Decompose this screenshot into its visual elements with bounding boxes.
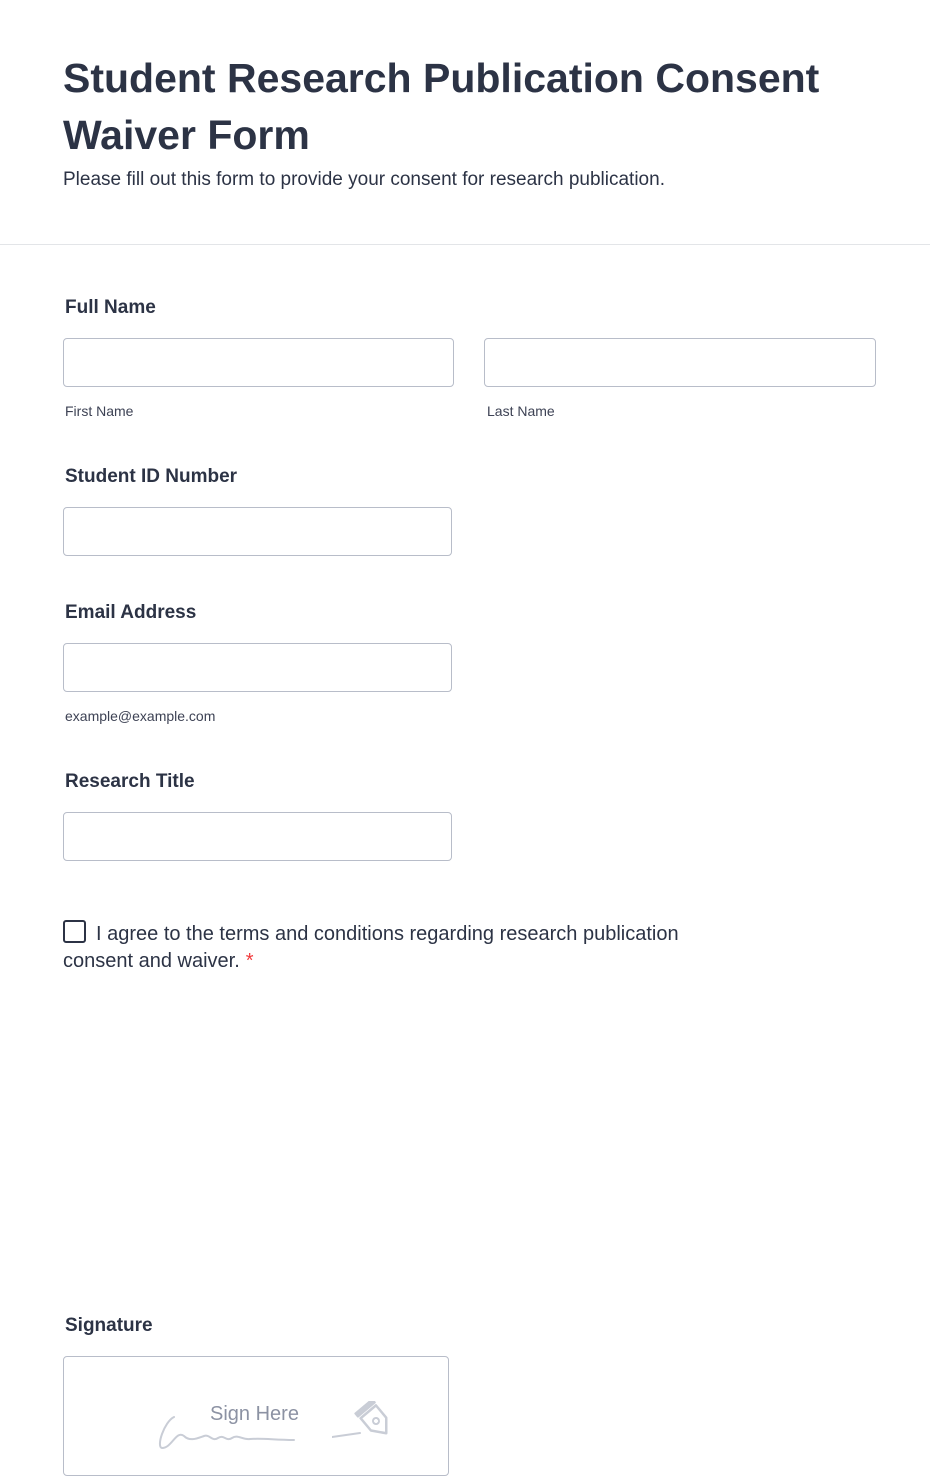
signature-scribble-icon	[154, 1412, 314, 1452]
student-id-input[interactable]	[63, 507, 452, 556]
student-id-label: Student ID Number	[65, 466, 238, 487]
full-name-label: Full Name	[65, 297, 156, 318]
signature-pad[interactable]	[63, 1356, 449, 1476]
required-asterisk: *	[245, 950, 254, 972]
pen-nib-icon	[332, 1401, 402, 1441]
consent-row	[63, 920, 743, 975]
email-label: Email Address	[65, 602, 197, 623]
form-header	[0, 0, 930, 245]
research-title-label: Research Title	[65, 771, 195, 792]
research-title-input[interactable]	[63, 812, 452, 861]
first-name-input[interactable]	[63, 338, 454, 387]
email-input[interactable]	[63, 643, 452, 692]
first-name-sublabel: First Name	[65, 403, 134, 419]
form-title: Student Research Publication Consent Waiver Form	[63, 55, 820, 158]
last-name-input[interactable]	[484, 338, 876, 387]
email-sublabel: example@example.com	[65, 708, 216, 724]
consent-checkbox[interactable]	[63, 920, 86, 943]
form-subtitle: Please fill out this form to provide your consent for research publication.	[63, 169, 665, 190]
consent-text: I agree to the terms and conditions regarding research publication consent and waiver.	[63, 923, 679, 972]
signature-hint: Sign Here	[210, 1403, 299, 1425]
last-name-sublabel: Last Name	[487, 403, 555, 419]
signature-label: Signature	[65, 1315, 153, 1336]
